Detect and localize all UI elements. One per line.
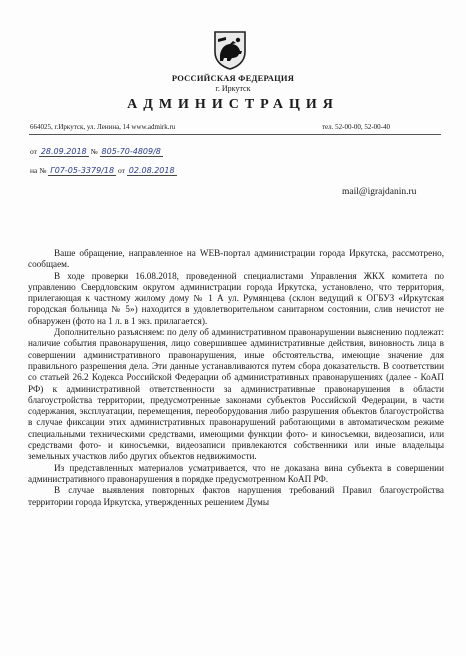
paragraph: Из представленных материалов усматривается, что не доказана вина субъекта в совершении административного правонарушения в порядке предусмотренном КоАП РФ. (28, 462, 444, 484)
page-title: АДМИНИСТРАЦИЯ (127, 97, 339, 112)
header-divider (29, 134, 441, 135)
letter-body (28, 248, 444, 508)
city-name: г. Иркутск (215, 84, 251, 93)
paragraph: Ваше обращение, направленное на WEB-портал администрации города Иркутска, рассмотрено, сообщаем. (28, 248, 444, 270)
to-label: на № (30, 166, 47, 175)
country-name: РОССИЙСКАЯ ФЕДЕРАЦИЯ (171, 73, 295, 83)
outgoing-date: 28.09.2018 (40, 147, 87, 156)
paragraph: В ходе проверки 16.08.2018, проведенной специалистами Управления ЖКХ комитета по управлению Свердловским округом администрации города Иркутска, установлено, что территория, прилегающая к частному жилому дому № 1 А ул. Румянцева (склон ведущий к ОГБУЗ «Иркутская городская больница № 5») находится в удовлетворительном санитарном состоянии, слив нечистот не обнаружен (фото на 1 л. в 1 экз. прилагается). (28, 270, 444, 326)
outgoing-number: 805-70-4809/8 (101, 147, 161, 156)
coat-of-arms-icon (212, 30, 248, 70)
paragraph: В случае выявления повторных фактов нарушения требований Правил благоустройства территории города Иркутска, утвержденных решением Думы (28, 485, 444, 507)
incoming-date: 02.08.2018 (128, 166, 175, 175)
address-line: 664025, г.Иркутск, ул. Ленина, 14 www.admirk.ru (30, 123, 176, 131)
outgoing-registration (30, 147, 163, 156)
incoming-registration (30, 166, 177, 175)
number-label: № (90, 147, 98, 156)
incoming-number: Г07-05-3379/18 (50, 166, 115, 175)
paragraph: Дополнительно разъясняем: по делу об административном правонарушении выяснению подлежат: наличие события правонарушения, лицо совершившее административные действия, виновность лица в совершении административного правонарушения, иные обстоятельства, имеющие значение для правильного разрешения дела. Эти данные устанавливаются путем сбора доказательств. В соответствии со статьей 26.2 Кодекса Российской Федерации об административных правонарушениях (далее - КоАП РФ) к административной ответственности за административные правонарушения в области благоустройства территории, предусмотренные законами субъектов Российской Федерации, в части содержания, эксплуатации, перемещения, переоборудования либо разрушения объектов благоустройства в случае фиксации этих административных правонарушений работающими в автоматическом режиме специальными техническими средствами, имеющими функции фото- и киносъемки, видеозаписи, или средствами фото- и киносъемки, видеозаписи привлекаются собственники или иные владельцы земельных участков либо других объектов недвижимости. (28, 327, 444, 462)
recipient-email: mail@igrajdanin.ru (342, 187, 417, 197)
from-label: от (30, 147, 37, 156)
in-from-label: от (117, 166, 125, 175)
phone-line: тел. 52-00-00, 52-00-40 (322, 123, 390, 131)
